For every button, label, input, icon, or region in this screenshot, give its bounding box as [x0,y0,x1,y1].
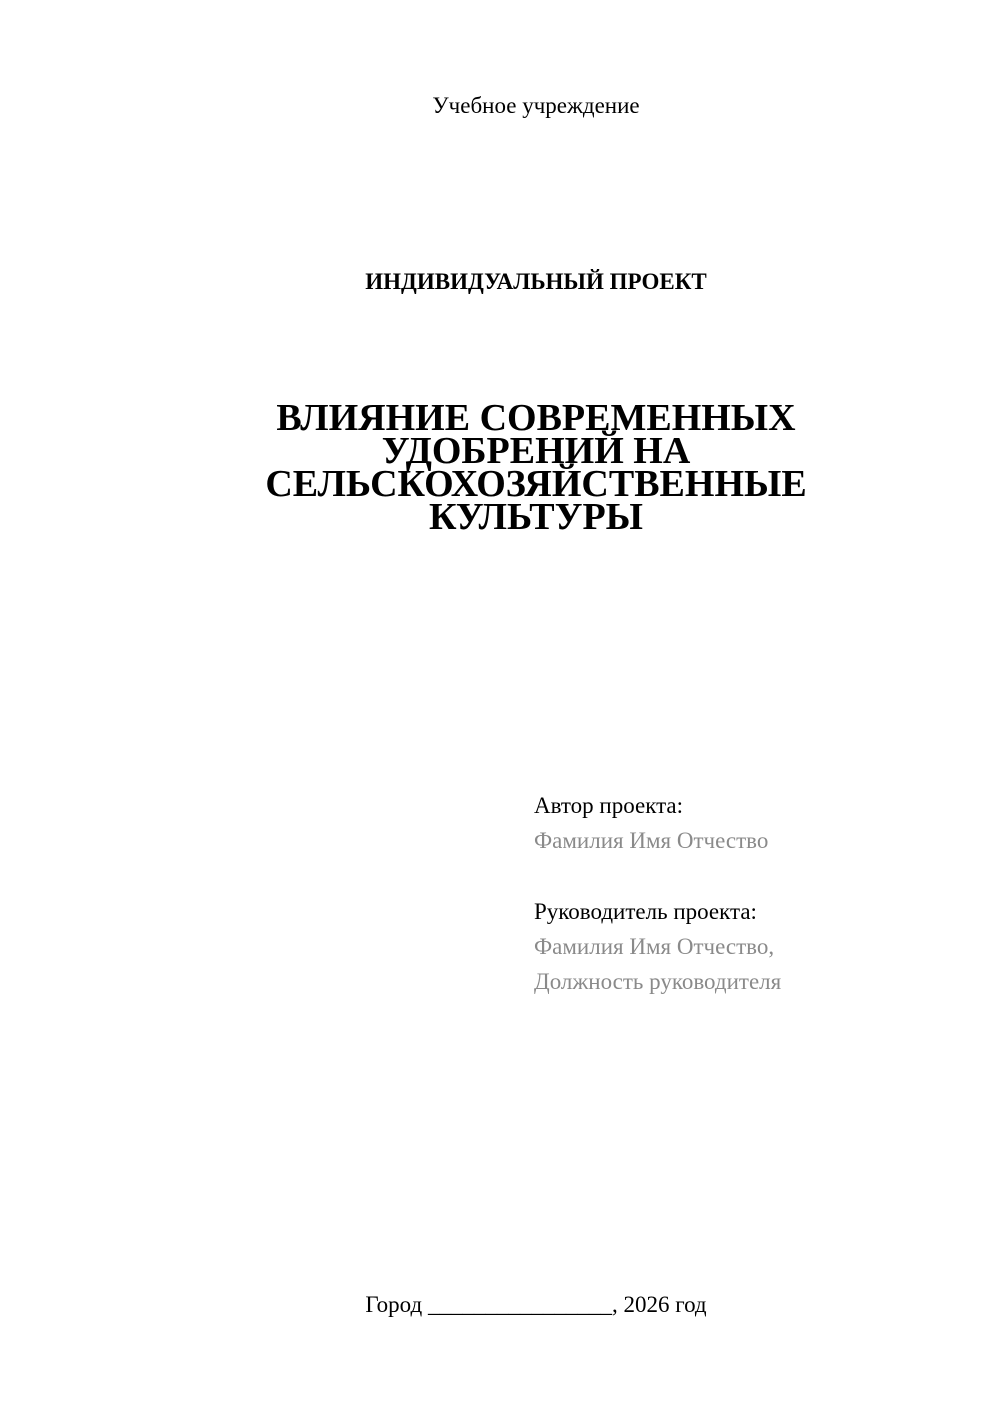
supervisor-name-placeholder: Фамилия Имя Отчество, [534,934,775,959]
supervisor-label: Руководитель проекта: [534,899,757,924]
project-title [236,397,836,538]
supervisor-position-placeholder: Должность руководителя [534,969,782,994]
credits-block [534,788,974,999]
author-label: Автор проекта: [534,793,683,818]
title-line: УДОБРЕНИЙ НА [381,430,691,472]
city-year-footer: Город ________________, 2026 год [365,1292,707,1317]
author-name-placeholder: Фамилия Имя Отчество [534,828,769,853]
institution-name: Учебное учреждение [432,93,640,118]
title-line: СЕЛЬСКОХОЗЯЙСТВЕННЫЕ [265,463,807,505]
title-line: ВЛИЯНИЕ СОВРЕМЕННЫХ [276,397,796,439]
spacer [534,858,974,894]
document-type: ИНДИВИДУАЛЬНЫЙ ПРОЕКТ [365,269,707,294]
title-line: КУЛЬТУРЫ [428,496,643,538]
